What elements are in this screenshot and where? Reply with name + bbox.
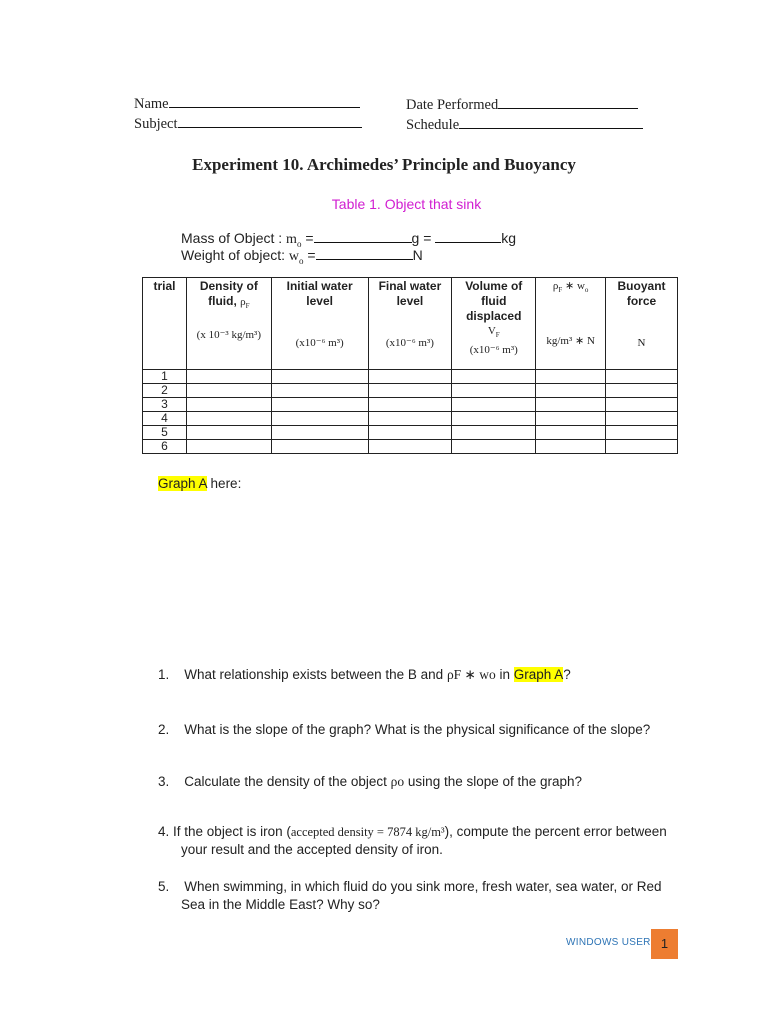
date-blank[interactable] (498, 96, 638, 109)
schedule-field: Schedule (406, 116, 643, 134)
header-buoyant-force: Buoyant force N (606, 278, 678, 370)
name-field: Name (134, 95, 360, 113)
question-3: 3. Calculate the density of the object ρo using the slope of the graph? (158, 774, 583, 789)
table-row: 4 (143, 412, 678, 426)
subject-blank[interactable] (178, 115, 362, 128)
page-title: Experiment 10. Archimedes’ Principle and Buoyancy (192, 155, 576, 174)
table-row: 5 (143, 426, 678, 440)
header-density: Density of fluid, $\rho_F$ (x 10⁻³ kg/m³) (186, 278, 271, 370)
footer-author: WINDOWS USER (566, 937, 651, 948)
question-1: 1. What relationship exists between the B and ρF ∗ wo in Graph A? (158, 667, 571, 682)
mass-line: Mass of Object : $m_o = g$ = kg (181, 230, 517, 249)
table-header-row (143, 278, 678, 370)
header-trial: trial (143, 278, 187, 370)
question-5: 5. When swimming, in which fluid do you sink more, fresh water, sea water, or Red Sea in the Middle East? Why so? (158, 879, 662, 912)
name-blank[interactable] (169, 95, 360, 108)
header-final-level: Final water level (x10⁻⁶ m³) (368, 278, 452, 370)
date-field: Date Performed (406, 96, 638, 114)
table-row: 3 (143, 398, 678, 412)
subject-field: Subject (134, 115, 362, 133)
graph-a-label: Graph A here: (158, 476, 242, 491)
table-row: 1 (143, 370, 678, 384)
weight-blank[interactable] (316, 247, 413, 260)
weight-line: Weight of object: $w_o = N$ (181, 247, 423, 266)
page-number: 1 (651, 929, 678, 959)
data-table (142, 277, 678, 454)
schedule-blank[interactable] (459, 116, 643, 129)
question-2: 2. What is the slope of the graph? What is the physical significance of the slope? (158, 722, 651, 737)
mass-kg-blank[interactable] (435, 230, 501, 243)
table-row: 2 (143, 384, 678, 398)
table-row: 6 (143, 440, 678, 454)
header-initial-level: Initial water level (x10⁻⁶ m³) (271, 278, 368, 370)
mass-grams-blank[interactable] (314, 230, 412, 243)
header-rho-w: $\rho_F$ ∗ $w_o$ kg/m³ ∗ N (536, 278, 606, 370)
question-4: 4. If the object is iron (accepted density = 7874 kg/m³), compute the percent error between your result and the accepted density of iron. (158, 824, 667, 857)
header-volume-displaced: Volume of fluid displaced $V_F$ (x10⁻⁶ m³) (452, 278, 536, 370)
table-caption: Table 1. Object that sink (331, 196, 482, 212)
